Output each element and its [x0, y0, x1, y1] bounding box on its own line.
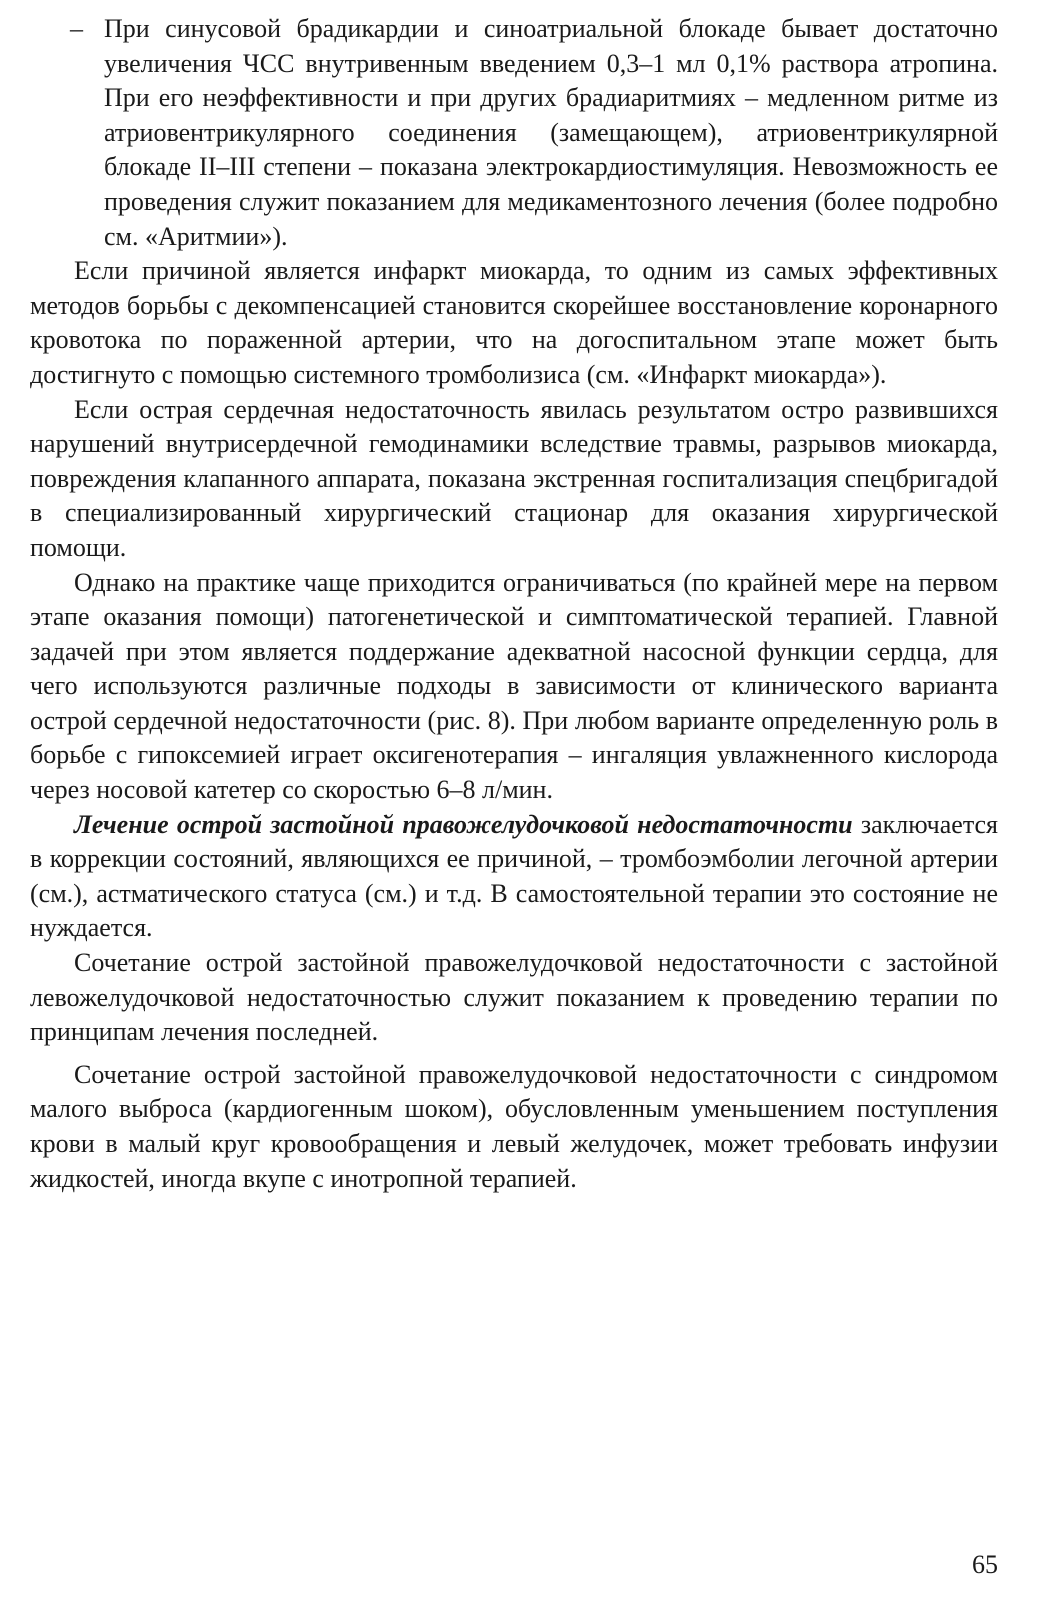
paragraph-hemodynamics: Если острая сердечная недостаточность явилась результатом остро развившихся нарушений внутрисердечной гемодинамики вследствие травмы, разрывов миокарда, повреждения клапанного аппарата, показана экстренная госпитализация спецбригадой в специализированный хирургический стационар для оказания хирургической помощи. — [30, 394, 998, 562]
paragraph-combination-shock: Сочетание острой застойной правожелудочковой недостаточности с синдромом малого выброса (кардиогенным шоком), обусловленным уменьшением поступления крови в малый круг кровообращения и левый желудочек, может требовать инфузии жидкостей, иногда вкупе с инотропной терапией. — [30, 1059, 998, 1193]
paragraph-text: заключается в коррекции состояний, являющихся ее причиной, – тромбоэмболии легочной артерии (см.), астматического статуса (см.) и т.д. В самостоятельной терапии это состояние не нуждается. — [30, 809, 998, 943]
paragraph-combination-left: Сочетание острой застойной правожелудочковой недостаточности с застойной левожелудочковой недостаточностью служит показанием к проведению терапии по принципам лечения последней. — [30, 948, 998, 1047]
paragraph-atropine — [70, 12, 998, 254]
paragraph-right-ventricular — [30, 808, 998, 946]
paragraph-text: При синусовой брадикардии и синоатриальной блокаде бывает достаточно увеличения ЧСС внутривенным введением 0,3–1 мл 0,1% раствора атропина. При его неэффективности и при других брадиаритмиях – медленном ритме из атриовентрикулярного соединения (замещающем), атриовентрикулярной блокаде II–III степени – показана электрокардиостимуляция. Невозможность ее проведения служит показанием для медикаментозного лечения (более подробно см. «Аритмии»). — [104, 14, 998, 251]
page-number: 65 — [972, 1550, 998, 1579]
paragraph-infarction: Если причиной является инфаркт миокарда, то одним из самых эффективных методов борьбы с декомпенсацией становится скорейшее восстановление коронарного кровотока по пораженной артерии, что на догоспитальном этапе может быть достигнуто с помощью системного тромболизиса (см. «Инфаркт миокарда»). — [30, 256, 998, 389]
list-dash: – — [70, 14, 83, 43]
paragraph-lead-heading: Лечение острой застойной правожелудочковой недостаточности — [74, 809, 853, 839]
paragraph-therapy: Однако на практике чаще приходится ограничиваться (по крайней мере на первом этапе оказания помощи) патогенетической и симптоматической терапией. Главной задачей при этом является поддержание адекватной насосной функции сердца, для чего используются различные подходы в зависимости от клинического варианта острой сердечной недостаточности (рис. 8). При любом варианте определенную роль в борьбе с гипоксемией играет оксигенотерапия – ингаляция увлажненного кислорода через носовой катетер со скоростью 6–8 л/мин. — [30, 567, 998, 805]
page-body — [30, 12, 998, 1196]
